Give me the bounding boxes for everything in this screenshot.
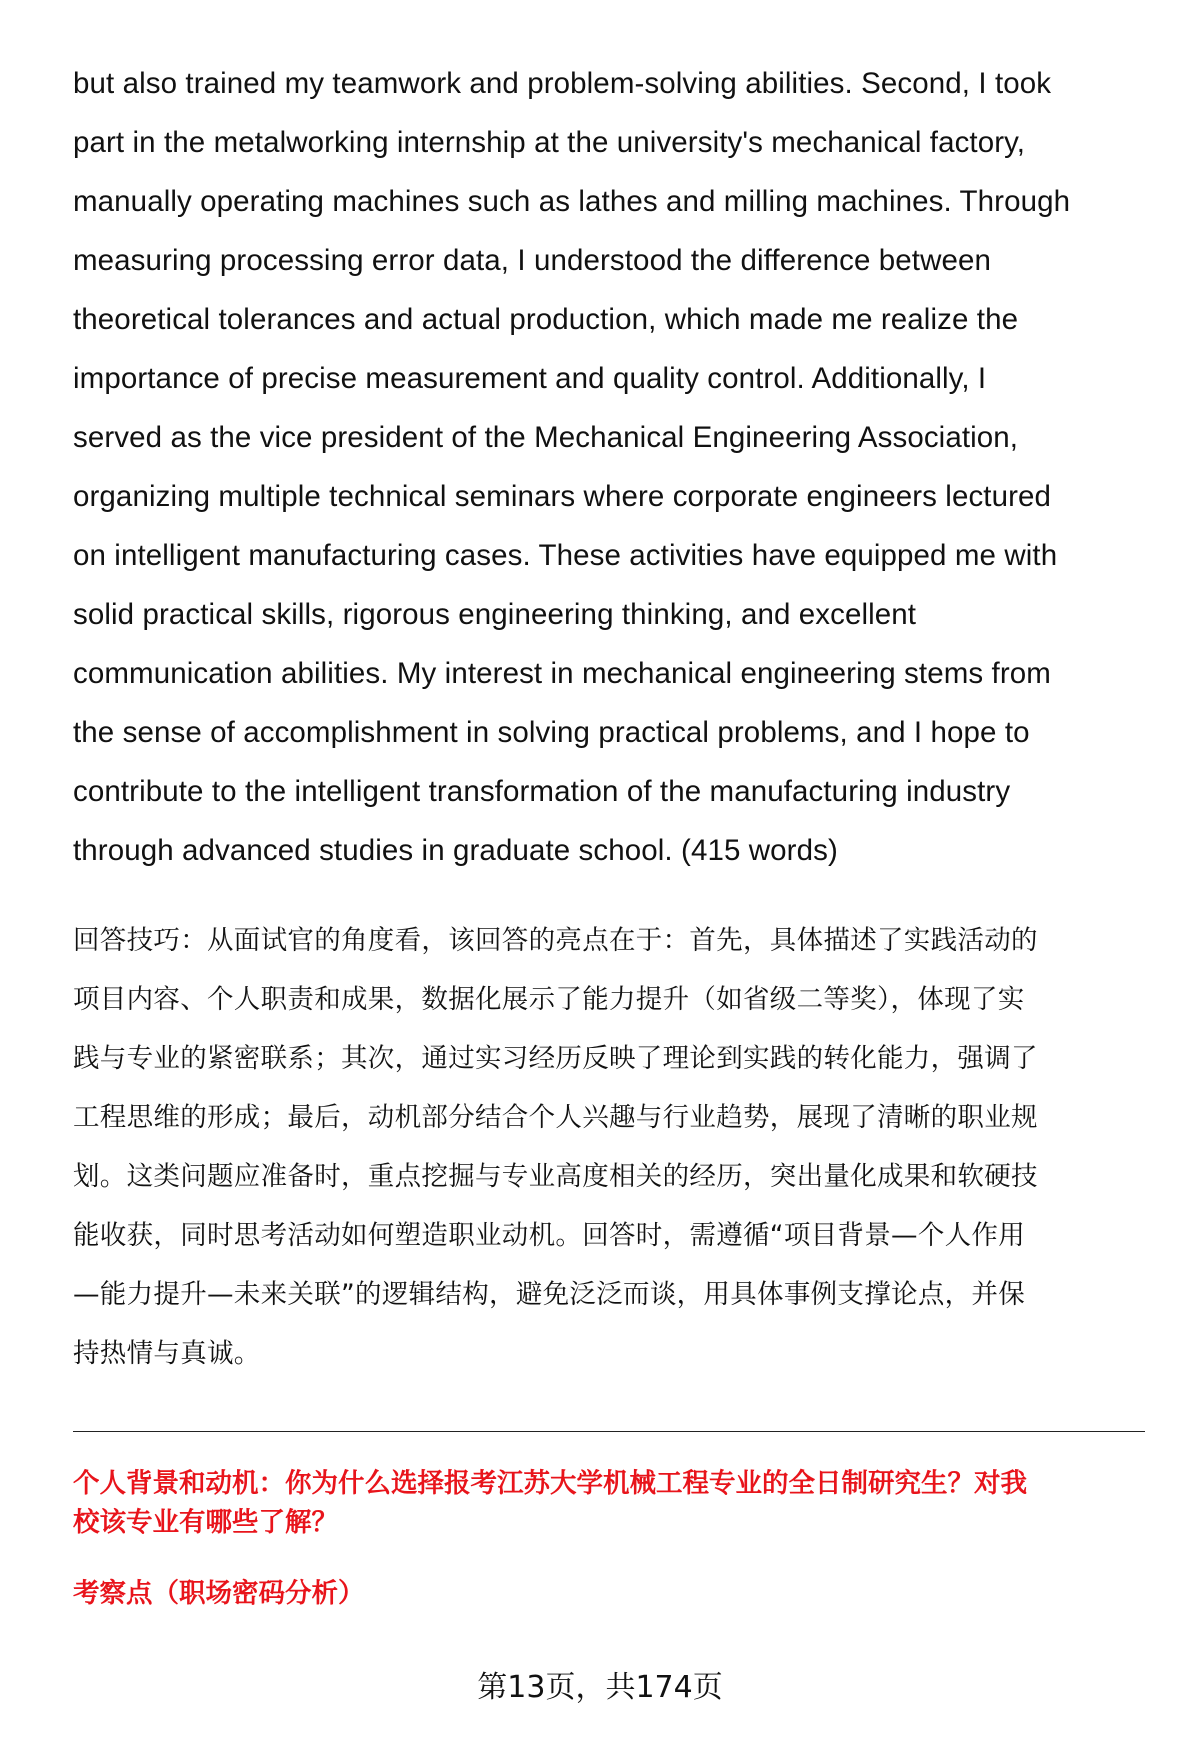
answer-line: contribute to the intelligent transformation of the manufacturing industry [73, 775, 1011, 808]
tips-line: 项目内容、个人职责和成果，数据化展示了能力提升（如省级二等奖），体现了实 [73, 984, 1025, 1015]
answer-line: the sense of accomplishment in solving practical problems, and I hope to [73, 716, 1030, 749]
answer-line: part in the metalworking internship at the university's mechanical factory, [73, 126, 1026, 159]
section-label: 考察点（职场密码分析） [73, 1578, 365, 1609]
answer-line: importance of precise measurement and quality control. Additionally, I [73, 362, 987, 395]
answer-line: served as the vice president of the Mechanical Engineering Association, [73, 421, 1019, 454]
answer-line: on intelligent manufacturing cases. These activities have equipped me with [73, 539, 1058, 572]
page-number: 第13页，共174页 [477, 1670, 723, 1705]
answer-line: measuring processing error data, I understood the difference between [73, 244, 992, 277]
answer-line: communication abilities. My interest in mechanical engineering stems from [73, 657, 1051, 690]
tips-line: 践与专业的紧密联系；其次，通过实习经历反映了理论到实践的转化能力，强调了 [73, 1043, 1038, 1074]
tips-line: 持热情与真诚。 [73, 1338, 261, 1369]
answer-line: but also trained my teamwork and problem-solving abilities. Second, I took [73, 67, 1052, 100]
tips-line: —能力提升—未来关联”的逻辑结构，避免泛泛而谈，用具体事例支撑论点，并保 [73, 1279, 1026, 1310]
question-line: 个人背景和动机：你为什么选择报考江苏大学机械工程专业的全日制研究生？对我 [73, 1468, 1027, 1499]
answer-line: manually operating machines such as lathes and milling machines. Through [73, 185, 1071, 218]
answer-line: through advanced studies in graduate school. (415 words) [73, 834, 838, 867]
tips-line: 能收获，同时思考活动如何塑造职业动机。回答时，需遵循“项目背景—个人作用 [73, 1220, 1026, 1251]
section-divider [73, 1431, 1145, 1432]
answer-line: theoretical tolerances and actual production, which made me realize the [73, 303, 1019, 336]
tips-line: 划。这类问题应准备时，重点挖掘与专业高度相关的经历，突出量化成果和软硬技 [73, 1161, 1038, 1192]
answer-line: solid practical skills, rigorous engineering thinking, and excellent [73, 598, 917, 631]
question-line: 校该专业有哪些了解？ [73, 1507, 338, 1538]
tips-line: 回答技巧：从面试官的角度看，该回答的亮点在于：首先，具体描述了实践活动的 [73, 925, 1038, 956]
tips-line: 工程思维的形成；最后，动机部分结合个人兴趣与行业趋势，展现了清晰的职业规 [73, 1102, 1038, 1133]
answer-line: organizing multiple technical seminars where corporate engineers lectured [73, 480, 1052, 513]
